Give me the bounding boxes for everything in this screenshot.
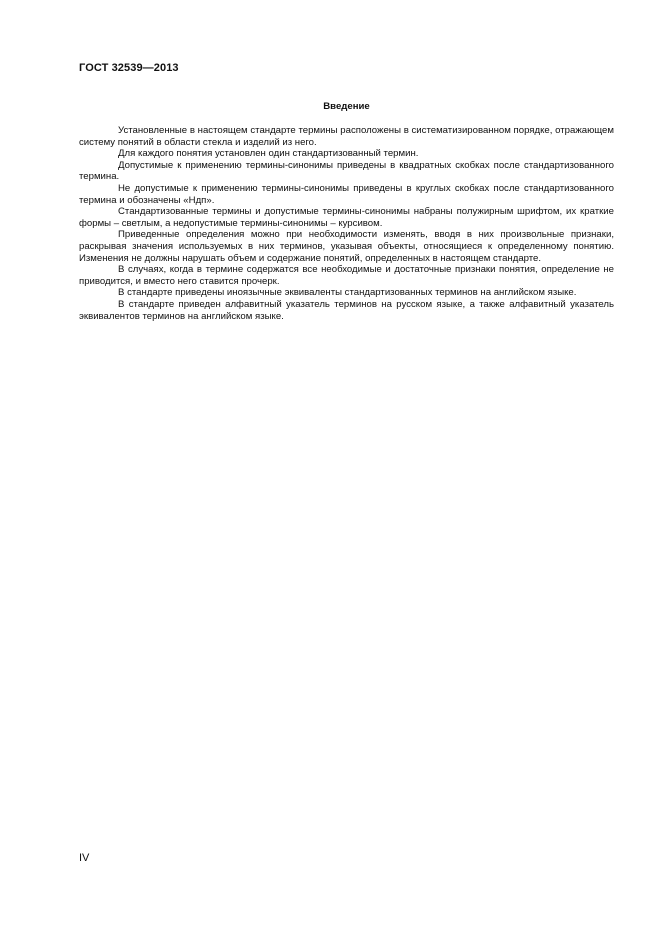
document-header-id: ГОСТ 32539—2013 [79, 62, 179, 74]
paragraph: В стандарте приведен алфавитный указатель терминов на русском языке, а также алфавитный указатель эквивалентов терминов на английском языке. [79, 298, 614, 322]
paragraph: Стандартизованные термины и допустимые термины-синонимы набраны полужирным шрифтом, их краткие формы – светлым, а недопустимые термины-синонимы – курсивом. [79, 206, 614, 229]
paragraph: Допустимые к применению термины-синонимы приведены в квадратных скобках после стандартизованного термина. [79, 159, 614, 183]
paragraph: В стандарте приведены иноязычные эквиваленты стандартизованных терминов на английском языке. [118, 287, 577, 299]
document-body [79, 125, 614, 322]
paragraph: Для каждого понятия установлен один стандартизованный термин. [118, 148, 419, 160]
section-title: Введение [323, 101, 370, 112]
paragraph: Приведенные определения можно при необходимости изменять, вводя в них произвольные признаки, раскрывая значения используемых в них терминов, указывая объекты, относящиеся к определенному понятию. Изменения не должны нарушать объем и содержание понятий, определенных в настоящем стандарте. [79, 229, 614, 264]
paragraph: Установленные в настоящем стандарте термины расположены в систематизированном порядке, отражающем систему понятий в области стекла и изделий из него. [79, 125, 614, 148]
page-number: IV [79, 852, 90, 864]
paragraph: В случаях, когда в термине содержатся все необходимые и достаточные признаки понятия, определение не приводится, и вместо него ставится прочерк. [79, 264, 614, 287]
paragraph: Не допустимые к применению термины-синонимы приведены в круглых скобках после стандартизованного термина и обозначены «Ндп». [79, 182, 614, 206]
